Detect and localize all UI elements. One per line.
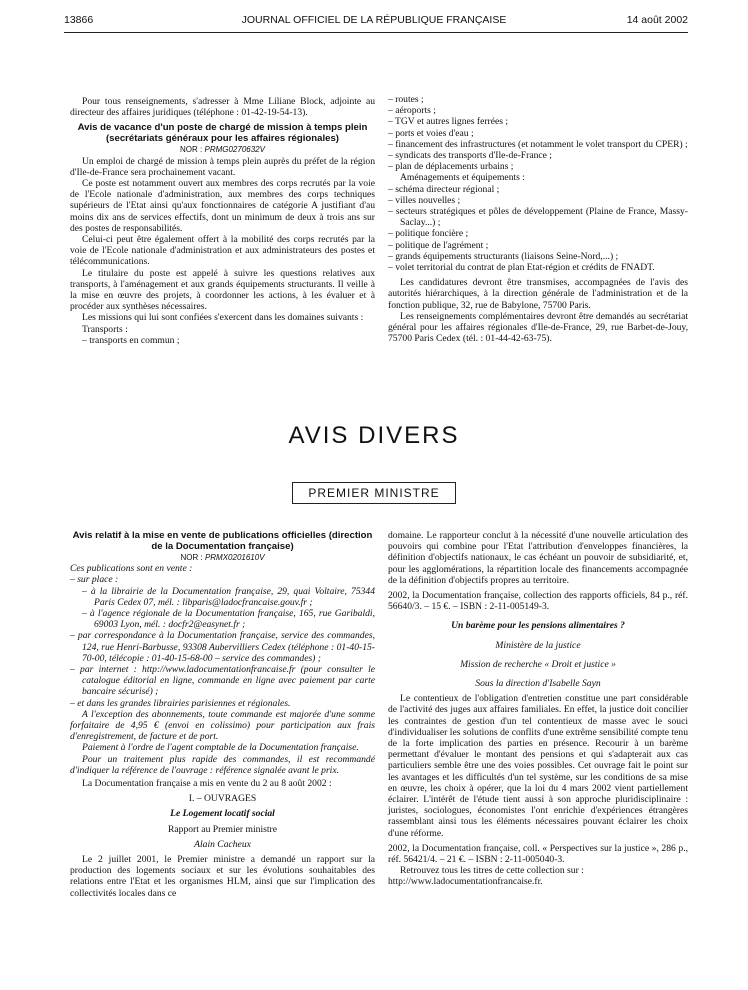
note-paragraph: Pour un traitement plus rapide des commandes, il est recommandé d'indiquer la référence de l'ouvrage : référence signalée avant le prix. xyxy=(70,753,375,776)
book-author: Alain Cacheux xyxy=(194,838,251,850)
list-item: – secteurs stratégiques et pôles de développement (Plaine de France, Massy-Saclay...) ; xyxy=(388,206,688,229)
list-item: – ports et voies d'eau ; xyxy=(388,127,474,139)
ministry-box: PREMIER MINISTRE xyxy=(292,482,456,504)
list-item: – financement des infrastructures (et notamment le volet transport du CPER) ; xyxy=(388,138,688,150)
sale-dates: La Documentation française a mis en vente du 2 au 8 août 2002 : xyxy=(82,778,332,790)
book-mission: Mission de recherche « Droit et justice » xyxy=(460,658,616,670)
list-item: – schéma directeur régional ; xyxy=(388,183,500,195)
retrouvez-text: Retrouvez tous les titres de cette collection sur : xyxy=(400,865,584,877)
book-reference: 2002, la Documentation française, collection des rapports officiels, 84 p., réf. 56640/3. – 15 €. – ISBN : 2-11-005149-3. xyxy=(388,590,688,613)
list-item: – plan de déplacements urbains ; xyxy=(388,161,514,173)
top-right-column xyxy=(388,94,688,344)
header-rule xyxy=(64,32,688,33)
list-item: – routes ; xyxy=(388,94,424,105)
body-paragraph: Un emploi de chargé de mission à temps plein auprès du préfet de la région d'Ile-de-France sera prochainement vacant. xyxy=(70,155,375,178)
book-ministry: Ministère de la justice xyxy=(495,639,581,651)
body-paragraph: Celui-ci peut être également offert à la mobilité des corps recrutés par la voie de l'Ecole nationale d'administration et aux administrateurs des postes et télécommunications. xyxy=(70,234,375,268)
list-item: – transports en commun ; xyxy=(82,334,180,346)
list-item: – par correspondance à la Documentation française, service des commandes, 124, rue Henri-Barbusse, 93308 Aubervilliers Cedex (téléphone : 01-40-15-70-00, télécopie : 01-40-15-68-00 – service des commandes) ; xyxy=(70,630,375,664)
book-direction: Sous la direction d'Isabelle Sayn xyxy=(475,678,601,690)
page-number: 13866 xyxy=(64,14,94,26)
book-title: Le Logement locatif social xyxy=(170,808,275,820)
note-paragraph: A l'exception des abonnements, toute commande est majorée d'une somme forfaitaire de 4,95 € (envoi en colissimo) pour participation aux frais d'enregistrement, de facture et de port. xyxy=(70,708,375,743)
vacancy-nor: NOR : PRMG0270632V xyxy=(180,145,265,155)
vacancy-title: Avis de vacance d'un poste de chargé de mission à temps plein (secrétariats généraux pour les affaires régionales) xyxy=(77,122,368,145)
book-subtitle: Rapport au Premier ministre xyxy=(168,823,277,835)
list-item: – par internet : http://www.ladocumentationfrancaise.fr (pour consulter le catalogue éditorial en ligne, commande en ligne avec paiement par carte bancaire sécurisé) ; xyxy=(70,664,375,698)
list-item: – TGV et autres lignes ferrées ; xyxy=(388,116,509,128)
ouvrages-heading: I. – OUVRAGES xyxy=(188,793,257,805)
sale-intro: Ces publications sont en vente : xyxy=(70,563,193,575)
contact-paragraph: Pour tous renseignements, s'adresser à Mme Liliane Block, adjointe au directeur des affaires juridiques (téléphone : 01-42-19-54-13). xyxy=(70,96,375,119)
list-item: – aéroports ; xyxy=(388,105,436,117)
journal-title: JOURNAL OFFICIEL DE LA RÉPUBLIQUE FRANÇAISE xyxy=(241,14,507,26)
list-item: – à l'agence régionale de la Documentation française, 165, rue Garibaldi, 69003 Lyon, mél. : docfr2@easynet.fr ; xyxy=(82,608,375,631)
bottom-left-column xyxy=(70,530,375,899)
book-summary: Le contentieux de l'obligation d'entretien constitue une part considérable de l'activité des juges aux affaires familiales. En effet, la justice doit concilier les contraintes de gestion d'un tel contentieux de masse avec le souci d'individualiser les solutions de conflits d'une extrême sensibilité compte tenu de la forte implication des parties en présence. Recourir à un barème permettant d'évaluer le montant des pensions et qui s'adapterait aux cas particuliers semble être une des voies possibles. Cet ouvrage fait le point sur les avantages et les difficultés d'un tel système, sur les conditions de sa mise en œuvre, les choix à opérer, que la loi du 4 mars 2002 vient partiellement éclairer. L'intérêt de l'étude tient aussi à son approche pluridisciplinaire : juristes, sociologues, économistes l'ont enrichie d'expériences étrangères rassemblant ainsi tous les éléments nécessaires pouvant éclairer les choix d'une réforme. xyxy=(388,693,688,839)
book-summary-continuation: domaine. Le rapporteur conclut à la nécessité d'une nouvelle articulation des pouvoirs qui combine pour l'Etat l'attribution d'enveloppes financières, la définition d'objectifs nationaux, le cas échéant un pouvoir de subsidiarité, et, pour les agglomérations, la répartition locale des financements accompagnée de la définition d'objectifs propres au territoire. xyxy=(388,530,688,586)
body-paragraph: Ce poste est notamment ouvert aux membres des corps recrutés par la voie de l'Ecole nationale d'administration, aux membres des corps techniques supérieurs de l'Etat ainsi qu'aux fonctionnaires de catégorie A justifiant d'au moins dix ans de services effectifs, dont un minimum de deux à trois ans sur des postes de responsabilités. xyxy=(70,178,375,234)
note-paragraph: Paiement à l'ordre de l'agent comptable de la Documentation française. xyxy=(82,742,359,754)
sale-place-label: – sur place : xyxy=(70,574,119,586)
body-paragraph: Les renseignements complémentaires devront être demandés au secrétariat général pour les affaires régionales d'Ile-de-France, 29, rue Barbet-de-Jouy, 75700 Paris Cedex (tél. : 01-44-42-63-75). xyxy=(388,310,688,345)
book-title: Un barème pour les pensions alimentaires ? xyxy=(451,620,625,632)
collection-url: http://www.ladocumentationfrancaise.fr. xyxy=(388,876,543,888)
body-paragraph: Les candidatures devront être transmises, accompagnées de l'avis des autorités hiérarchiques, à la direction générale de l'administration et de la fonction publique, 32, rue de Babylone, 75700 Paris. xyxy=(388,277,688,311)
list-item: – politique de l'agrément ; xyxy=(388,239,489,251)
list-item: – grands équipements structurants (liaisons Seine-Nord,...) ; xyxy=(388,250,619,262)
bottom-right-column xyxy=(388,530,688,888)
list-item: – à la librairie de la Documentation française, 29, quai Voltaire, 75344 Paris Cedex 07, mél. : libparis@ladocfrancaise.gouv.fr ; xyxy=(82,585,375,608)
list-item: – et dans les grandes librairies parisiennes et régionales. xyxy=(70,697,291,709)
list-item: – politique foncière ; xyxy=(388,228,469,240)
book-summary: Le 2 juillet 2001, le Premier ministre a demandé un rapport sur la production des logements sociaux et sur les évolutions souhaitables des relations entre l'Etat et les organismes HLM, ainsi que sur l'implication des collectivités locales dans ce xyxy=(70,854,375,899)
section-heading: AVIS DIVERS xyxy=(288,422,460,449)
top-left-column xyxy=(70,96,375,346)
amenagements-label: Aménagements et équipements : xyxy=(400,172,525,184)
transports-label: Transports : xyxy=(82,323,128,335)
body-paragraph: Le titulaire du poste est appelé à suivre les questions relatives aux transports, à l'aménagement et aux grands équipements structurants. Il veille à la mise en œuvre des projets, à coordonner les actions, à les évaluer et à procéder aux synthèses nécessaires. xyxy=(70,267,375,313)
body-paragraph: Les missions qui lui sont confiées s'exercent dans les domaines suivants : xyxy=(82,312,364,324)
publications-title: Avis relatif à la mise en vente de publications officielles (direction de la Documentation française) xyxy=(72,530,373,552)
book-reference: 2002, la Documentation française, coll. « Perspectives sur la justice », 286 p., réf. 56421/4. – 21 €. – ISBN : 2-11-005040-3. xyxy=(388,842,688,866)
list-item: – villes nouvelles ; xyxy=(388,194,461,206)
publications-nor: NOR : PRMX0201610V xyxy=(180,553,265,562)
issue-date: 14 août 2002 xyxy=(626,14,688,26)
list-item: – syndicats des transports d'Ile-de-France ; xyxy=(388,150,552,162)
list-item: – volet territorial du contrat de plan Etat-région et crédits de FNADT. xyxy=(388,262,655,274)
